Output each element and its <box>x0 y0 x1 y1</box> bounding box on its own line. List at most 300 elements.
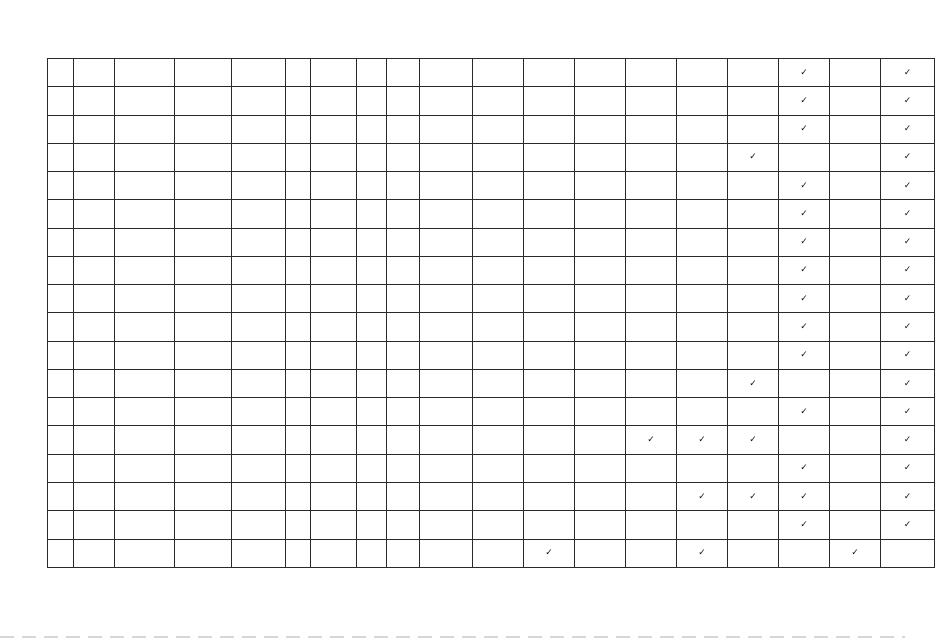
cell-code <box>232 398 286 426</box>
scan-artifact <box>0 636 905 638</box>
check-cell <box>881 200 935 228</box>
check-cell <box>575 454 626 482</box>
check-cell <box>728 115 779 143</box>
cell-works <box>420 482 473 510</box>
check-cell <box>677 341 728 369</box>
check-cell <box>524 398 575 426</box>
cell-year <box>311 398 357 426</box>
cell-n <box>48 539 74 567</box>
checkmark-icon: ✓ <box>903 67 912 78</box>
cell-district <box>74 87 115 115</box>
cell-n <box>48 143 74 171</box>
check-cell <box>575 398 626 426</box>
check-cell <box>677 454 728 482</box>
cell-floors <box>387 200 420 228</box>
cell-area <box>357 115 387 143</box>
check-cell <box>779 143 830 171</box>
checkmark-icon: ✓ <box>903 95 912 106</box>
check-cell <box>524 59 575 87</box>
check-cell <box>473 256 524 284</box>
check-cell <box>881 511 935 539</box>
check-cell <box>626 511 677 539</box>
cell-org <box>115 341 175 369</box>
cell-n <box>48 341 74 369</box>
cell-n <box>48 511 74 539</box>
cell-n <box>48 115 74 143</box>
cell-n <box>48 59 74 87</box>
check-cell <box>830 313 881 341</box>
check-cell <box>677 482 728 510</box>
cell-address <box>175 482 232 510</box>
check-cell <box>830 59 881 87</box>
check-cell <box>575 511 626 539</box>
check-cell <box>779 369 830 397</box>
cell-address <box>175 115 232 143</box>
check-cell <box>881 172 935 200</box>
cell-year <box>311 369 357 397</box>
check-cell <box>524 454 575 482</box>
cell-org <box>115 285 175 313</box>
check-cell <box>575 200 626 228</box>
check-cell <box>830 511 881 539</box>
check-cell <box>728 285 779 313</box>
table-row <box>48 87 935 115</box>
check-cell <box>830 369 881 397</box>
cell-code <box>232 200 286 228</box>
check-cell <box>677 539 728 567</box>
check-cell <box>626 256 677 284</box>
cell-year <box>311 539 357 567</box>
checkmark-icon: ✓ <box>903 406 912 417</box>
check-cell <box>677 115 728 143</box>
cell-district <box>74 426 115 454</box>
cell-address <box>175 313 232 341</box>
cell-floors <box>387 228 420 256</box>
cell-address <box>175 398 232 426</box>
cell-floors <box>387 539 420 567</box>
cell-year <box>311 285 357 313</box>
check-cell <box>524 285 575 313</box>
cell-org <box>115 511 175 539</box>
check-cell <box>677 200 728 228</box>
cell-address <box>175 369 232 397</box>
cell-type <box>286 256 311 284</box>
check-cell <box>830 398 881 426</box>
cell-works <box>420 87 473 115</box>
cell-address <box>175 200 232 228</box>
check-cell <box>881 426 935 454</box>
check-cell <box>473 426 524 454</box>
cell-works <box>420 313 473 341</box>
table-row <box>48 511 935 539</box>
cell-address <box>175 256 232 284</box>
cell-year <box>311 454 357 482</box>
cell-org <box>115 87 175 115</box>
check-cell <box>626 143 677 171</box>
cell-area <box>357 426 387 454</box>
cell-code <box>232 256 286 284</box>
cell-year <box>311 482 357 510</box>
cell-works <box>420 285 473 313</box>
check-cell <box>881 313 935 341</box>
check-cell <box>728 341 779 369</box>
cell-org <box>115 200 175 228</box>
check-cell <box>575 59 626 87</box>
check-cell <box>575 369 626 397</box>
cell-district <box>74 511 115 539</box>
register-table <box>47 58 935 568</box>
check-cell <box>524 115 575 143</box>
check-cell <box>626 341 677 369</box>
check-cell <box>728 59 779 87</box>
check-cell <box>881 228 935 256</box>
check-cell <box>473 143 524 171</box>
cell-works <box>420 200 473 228</box>
cell-works <box>420 398 473 426</box>
check-cell <box>881 256 935 284</box>
cell-type <box>286 341 311 369</box>
check-cell <box>677 285 728 313</box>
check-cell <box>728 369 779 397</box>
check-cell <box>728 426 779 454</box>
checkmark-icon: ✓ <box>903 378 912 389</box>
check-cell <box>575 228 626 256</box>
cell-org <box>115 539 175 567</box>
check-cell <box>575 341 626 369</box>
check-cell <box>524 511 575 539</box>
cell-floors <box>387 59 420 87</box>
table-row <box>48 426 935 454</box>
cell-type <box>286 454 311 482</box>
checkmark-icon: ✓ <box>851 548 859 559</box>
check-cell <box>728 454 779 482</box>
check-cell <box>626 172 677 200</box>
cell-works <box>420 115 473 143</box>
cell-address <box>175 426 232 454</box>
cell-n <box>48 313 74 341</box>
check-cell <box>881 59 935 87</box>
check-cell <box>473 341 524 369</box>
cell-floors <box>387 172 420 200</box>
checkmark-icon: ✓ <box>903 152 912 163</box>
check-cell <box>830 256 881 284</box>
check-cell <box>728 87 779 115</box>
check-cell <box>830 426 881 454</box>
cell-year <box>311 341 357 369</box>
check-cell <box>779 341 830 369</box>
checkmark-icon: ✓ <box>903 435 912 446</box>
cell-works <box>420 426 473 454</box>
check-cell <box>830 454 881 482</box>
check-cell <box>473 398 524 426</box>
check-cell <box>575 285 626 313</box>
checkmark-icon: ✓ <box>749 378 757 389</box>
cell-n <box>48 172 74 200</box>
checkmark-icon: ✓ <box>800 519 808 530</box>
cell-address <box>175 511 232 539</box>
cell-n <box>48 87 74 115</box>
check-cell <box>473 539 524 567</box>
cell-floors <box>387 285 420 313</box>
cell-works <box>420 539 473 567</box>
cell-org <box>115 59 175 87</box>
check-cell <box>779 398 830 426</box>
check-cell <box>473 87 524 115</box>
cell-year <box>311 228 357 256</box>
cell-district <box>74 341 115 369</box>
cell-org <box>115 454 175 482</box>
cell-code <box>232 115 286 143</box>
cell-code <box>232 313 286 341</box>
cell-address <box>175 143 232 171</box>
checkmark-icon: ✓ <box>903 322 912 333</box>
cell-n <box>48 200 74 228</box>
cell-type <box>286 539 311 567</box>
check-cell <box>677 256 728 284</box>
cell-district <box>74 398 115 426</box>
check-cell <box>779 115 830 143</box>
cell-address <box>175 539 232 567</box>
check-cell <box>779 539 830 567</box>
cell-type <box>286 143 311 171</box>
checkmark-icon: ✓ <box>800 293 808 304</box>
cell-district <box>74 285 115 313</box>
check-cell <box>626 369 677 397</box>
cell-year <box>311 426 357 454</box>
cell-org <box>115 426 175 454</box>
cell-works <box>420 256 473 284</box>
check-cell <box>575 143 626 171</box>
table-row <box>48 115 935 143</box>
check-cell <box>881 454 935 482</box>
cell-area <box>357 539 387 567</box>
cell-area <box>357 369 387 397</box>
cell-address <box>175 285 232 313</box>
check-cell <box>881 341 935 369</box>
cell-floors <box>387 256 420 284</box>
cell-floors <box>387 143 420 171</box>
cell-floors <box>387 87 420 115</box>
check-cell <box>779 87 830 115</box>
table-row <box>48 369 935 397</box>
check-cell <box>626 454 677 482</box>
check-cell <box>473 285 524 313</box>
cell-area <box>357 200 387 228</box>
cell-area <box>357 172 387 200</box>
cell-floors <box>387 313 420 341</box>
check-cell <box>779 59 830 87</box>
cell-year <box>311 511 357 539</box>
cell-district <box>74 172 115 200</box>
check-cell <box>524 482 575 510</box>
cell-type <box>286 482 311 510</box>
checkmark-icon: ✓ <box>800 265 808 276</box>
check-cell <box>575 256 626 284</box>
check-cell <box>779 511 830 539</box>
check-cell <box>728 228 779 256</box>
table-row <box>48 200 935 228</box>
cell-works <box>420 172 473 200</box>
cell-works <box>420 228 473 256</box>
cell-code <box>232 511 286 539</box>
checkmark-icon: ✓ <box>800 491 808 502</box>
checkmark-icon: ✓ <box>903 491 912 502</box>
cell-district <box>74 59 115 87</box>
cell-type <box>286 200 311 228</box>
check-cell <box>677 426 728 454</box>
cell-floors <box>387 398 420 426</box>
checkmark-icon: ✓ <box>698 548 706 559</box>
check-cell <box>677 369 728 397</box>
cell-year <box>311 200 357 228</box>
cell-year <box>311 256 357 284</box>
check-cell <box>779 228 830 256</box>
check-cell <box>524 256 575 284</box>
checkmark-icon: ✓ <box>800 463 808 474</box>
checkmark-icon: ✓ <box>800 95 808 106</box>
cell-area <box>357 313 387 341</box>
check-cell <box>779 482 830 510</box>
checkmark-icon: ✓ <box>800 208 808 219</box>
cell-type <box>286 59 311 87</box>
check-cell <box>728 511 779 539</box>
check-cell <box>677 313 728 341</box>
cell-code <box>232 228 286 256</box>
table-row <box>48 172 935 200</box>
cell-code <box>232 454 286 482</box>
cell-type <box>286 369 311 397</box>
table-row <box>48 482 935 510</box>
checkmark-icon: ✓ <box>698 435 706 446</box>
check-cell <box>728 539 779 567</box>
check-cell <box>575 539 626 567</box>
check-cell <box>626 539 677 567</box>
check-cell <box>677 143 728 171</box>
check-cell <box>473 313 524 341</box>
cell-floors <box>387 369 420 397</box>
table-row <box>48 59 935 87</box>
cell-type <box>286 313 311 341</box>
check-cell <box>626 285 677 313</box>
check-cell <box>881 285 935 313</box>
checkmark-icon: ✓ <box>903 180 912 191</box>
cell-works <box>420 511 473 539</box>
cell-address <box>175 228 232 256</box>
cell-address <box>175 172 232 200</box>
check-cell <box>779 426 830 454</box>
check-cell <box>677 398 728 426</box>
check-cell <box>473 369 524 397</box>
check-cell <box>881 398 935 426</box>
check-cell <box>779 313 830 341</box>
checkmark-icon: ✓ <box>903 237 912 248</box>
check-cell <box>830 228 881 256</box>
check-cell <box>830 285 881 313</box>
cell-org <box>115 115 175 143</box>
check-cell <box>677 511 728 539</box>
check-cell <box>728 482 779 510</box>
cell-district <box>74 200 115 228</box>
cell-org <box>115 172 175 200</box>
check-cell <box>626 200 677 228</box>
checkmark-icon: ✓ <box>749 491 757 502</box>
cell-year <box>311 115 357 143</box>
check-cell <box>473 511 524 539</box>
cell-n <box>48 369 74 397</box>
cell-n <box>48 398 74 426</box>
table-row <box>48 454 935 482</box>
cell-district <box>74 256 115 284</box>
checkmark-icon: ✓ <box>800 67 808 78</box>
cell-n <box>48 256 74 284</box>
cell-org <box>115 313 175 341</box>
cell-district <box>74 482 115 510</box>
cell-year <box>311 172 357 200</box>
check-cell <box>524 313 575 341</box>
check-cell <box>524 539 575 567</box>
check-cell <box>626 398 677 426</box>
check-cell <box>575 172 626 200</box>
cell-code <box>232 426 286 454</box>
check-cell <box>728 313 779 341</box>
table-row <box>48 143 935 171</box>
cell-type <box>286 398 311 426</box>
cell-code <box>232 87 286 115</box>
checkmark-icon: ✓ <box>800 406 808 417</box>
check-cell <box>473 172 524 200</box>
check-cell <box>830 143 881 171</box>
checkmark-icon: ✓ <box>800 180 808 191</box>
checkmark-icon: ✓ <box>698 491 706 502</box>
checkmark-icon: ✓ <box>903 265 912 276</box>
cell-code <box>232 369 286 397</box>
check-cell <box>881 369 935 397</box>
checkmark-icon: ✓ <box>647 435 655 446</box>
check-cell <box>830 539 881 567</box>
check-cell <box>575 87 626 115</box>
check-cell <box>473 59 524 87</box>
check-cell <box>473 115 524 143</box>
cell-code <box>232 482 286 510</box>
cell-district <box>74 313 115 341</box>
check-cell <box>881 115 935 143</box>
checkmark-icon: ✓ <box>903 293 912 304</box>
cell-district <box>74 228 115 256</box>
cell-org <box>115 228 175 256</box>
cell-code <box>232 59 286 87</box>
check-cell <box>524 87 575 115</box>
check-cell <box>677 59 728 87</box>
table-row <box>48 539 935 567</box>
cell-type <box>286 285 311 313</box>
cell-area <box>357 341 387 369</box>
cell-year <box>311 313 357 341</box>
cell-floors <box>387 511 420 539</box>
cell-area <box>357 256 387 284</box>
check-cell <box>626 426 677 454</box>
cell-district <box>74 115 115 143</box>
cell-district <box>74 369 115 397</box>
cell-org <box>115 398 175 426</box>
cell-n <box>48 228 74 256</box>
cell-code <box>232 539 286 567</box>
cell-type <box>286 228 311 256</box>
cell-works <box>420 454 473 482</box>
cell-floors <box>387 454 420 482</box>
check-cell <box>779 454 830 482</box>
check-cell <box>728 143 779 171</box>
checkmark-icon: ✓ <box>903 350 912 361</box>
